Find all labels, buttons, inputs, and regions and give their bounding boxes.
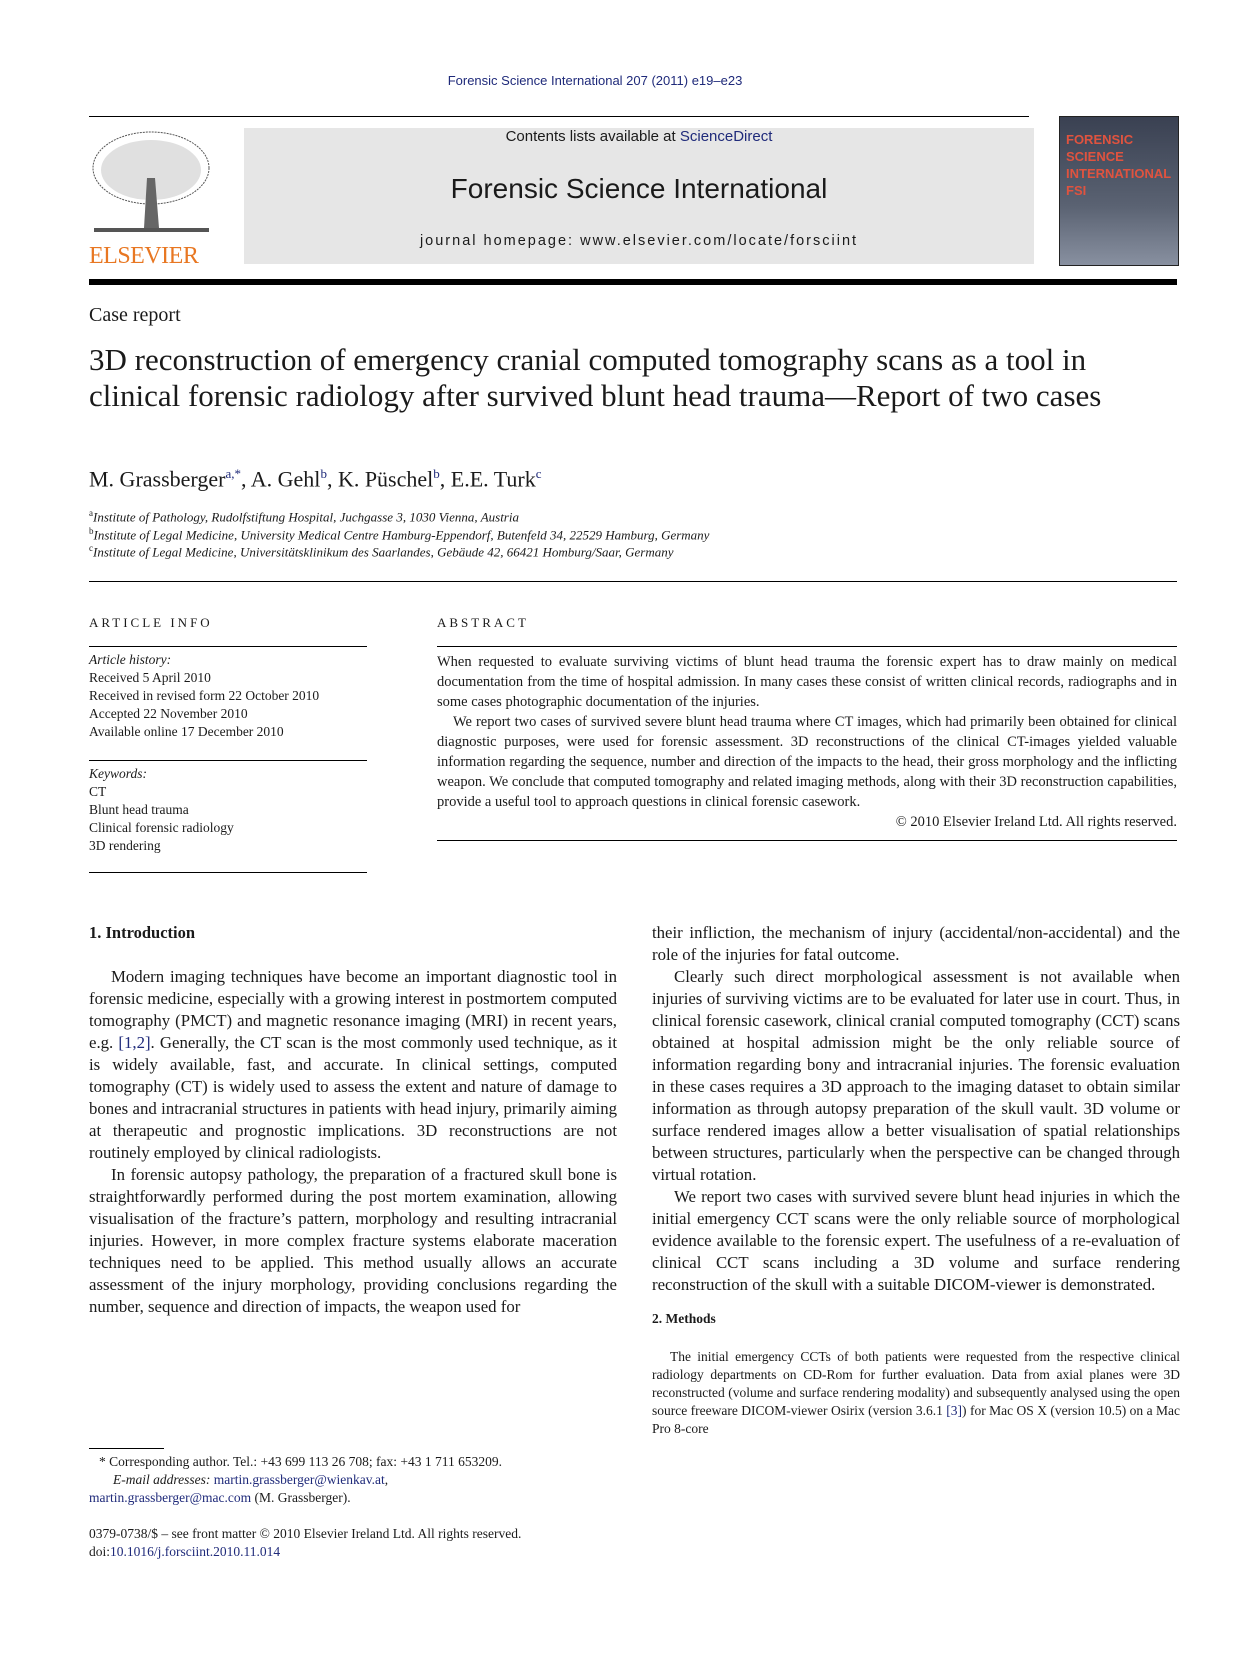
journal-reference[interactable]: Forensic Science International 207 (2011) e19–e23	[447, 73, 743, 88]
article-type: Case report	[89, 304, 181, 326]
left-column: 1. Introduction Modern imaging techniques have become an important diagnostic tool in forensic medicine, especially with a growing interest in postmortem computed tomography (PMCT) and magnetic resonance imaging (MRI) in recent years, e.g. [1,2]. Generally, the CT scan is the most commonly used technique, as it is widely available, fast, and accurate. In clinical settings, computed tomography (CT) is widely used to assess the extent and nature of damage to bones and intracranial structures in patients with head injury, primarily aiming at therapeutic and prognostic implications. 3D reconstructions are not routinely employed by clinical radiologists. In forensic autopsy pathology, the preparation of a fractured skull bone is straightforwardly performed during the post mortem examination, allowing visualisation of the fracture’s pattern, morphology and resulting intracranial injuries. However, in more complex fracture systems elaborate maceration techniques need to be applied. This method usually allows an accurate assessment of the injury morphology, providing conclusions regarding the number, sequence and direction of impacts, the weapon used for	[89, 923, 617, 1316]
article-title: 3D reconstruction of emergency cranial computed tomography scans as a tool in clinical forensic radiology after survived blunt head trauma—Report of two cases	[89, 342, 1102, 413]
affiliation: $^a$Institute of Pathology, Rudolfstiftung Hospital, Juchgasse 3, 1030 Vienna, Austria	[89, 508, 519, 525]
journal-homepage[interactable]: journal homepage: www.elsevier.com/locate/forsciint	[419, 233, 859, 249]
copyright: © 2010 Elsevier Ireland Ltd. All rights reserved.	[895, 814, 1177, 830]
article-history: Article history: Received 5 April 2010 Received in revised form 22 October 2010 Accepted 22 November 2010 Available online 17 December 2010	[89, 652, 320, 739]
email-link[interactable]: martin.grassberger@wienkav.at	[213, 1472, 385, 1487]
divider	[89, 872, 367, 873]
citation-link[interactable]: [1,2]	[118, 1033, 151, 1052]
doi-link[interactable]: 10.1016/j.forsciint.2010.11.014	[110, 1544, 281, 1559]
right-column: their infliction, the mechanism of injury (accidental/non-accidental) and the role of the injuries for fatal outcome. Clearly such direct morphological assessment is not available when injuries of surviving victims are to be evaluated for later use in court. Thus, in clinical forensic casework, clinical cranial computed tomography (CCT) scans obtained at hospital admission might be the only reliable source of information regarding bony and intracranial injuries. The forensic evaluation in these cases requires a 3D approach to the imaging dataset to obtain similar information as through autopsy preparation of the skull vault. 3D volume or surface rendered images allow a better visualisation of spatial relationships between structures, particularly when the perspective can be changed through virtual rotation. We report two cases with survived severe blunt head injuries in which the initial emergency CCT scans were the only reliable source of morphological evidence available to the forensic expert. The usefulness of a re-evaluation of clinical CCT scans including a 3D volume and surface rendering reconstruction of the skull with a suitable DICOM-viewer is demonstrated. 2. Methods The initial emergency CCTs of both patients were requested from the respective clinical radiology departments on CD-Rom for further evaluation. Data from axial planes were 3D reconstructed (volume and surface rendering modality) and subsequently analysed using the open source freeware DICOM-viewer Osirix (version 3.6.1 [3]) for Mac OS X (version 10.5) on a Mac Pro 8-core	[652, 923, 1180, 1436]
cover-text: FORENSIC SCIENCE INTERNATIONAL FSI	[1066, 132, 1171, 198]
header-rule	[89, 116, 1029, 117]
citation-link[interactable]: [3]	[946, 1403, 963, 1418]
section-heading: 1. Introduction	[89, 923, 196, 942]
divider	[89, 646, 367, 647]
journal-name: Forensic Science International	[450, 173, 828, 204]
divider	[89, 760, 367, 761]
left-flow	[89, 922, 617, 1561]
author-sup[interactable]: b	[433, 466, 440, 481]
divider	[437, 646, 1177, 647]
author-sup[interactable]: c	[535, 466, 542, 481]
journal-cover-image	[1059, 116, 1179, 266]
section-heading: 2. Methods	[652, 1311, 716, 1326]
footnote: * Corresponding author. Tel.: +43 699 113 26 708; fax: +43 1 711 653209. E-mail addresses: martin.grassberger@wienkav.at, martin.grassberger@mac.com (M. Grassberger).	[89, 1454, 503, 1505]
author: , E.E. Turk	[439, 466, 536, 492]
author-sup[interactable]: b	[320, 466, 327, 481]
author: , A. Gehl	[240, 466, 321, 492]
elsevier-logo	[89, 128, 214, 269]
author-sup[interactable]: a,*	[225, 466, 241, 481]
elsevier-wordmark: ELSEVIER	[89, 243, 199, 269]
author-list	[89, 466, 542, 492]
journal-banner	[244, 128, 1034, 264]
affiliation: $^b$Institute of Legal Medicine, University Medical Centre Hamburg-Eppendorf, Butenfeld 34, 22529 Hamburg, Germany	[89, 526, 710, 543]
tree-icon	[89, 128, 214, 238]
article-info-heading: ARTICLE INFO	[89, 615, 213, 630]
abstract-body: When requested to evaluate surviving victims of blunt head trauma the forensic expert has to draw mainly on medical documentation from the time of hospital admission. In many cases these consist of written clinical records, radiographs and in some cases photographic documentation of the injuries. We report two cases of survived severe blunt head trauma where CT images, which had primarily been obtained for clinical diagnostic purposes, were used for forensic assessment. 3D reconstructions of the clinical CT-images yielded valuable information regarding the sequence, number and direction of the impacts to the head, their gross morphology and the inflicting weapon. We conclude that computed tomography and related imaging methods, along with their 3D reconstruction capabilities, provide a useful tool to approach questions in clinical forensic casework. © 2010 Elsevier Ireland Ltd. All rights reserved.	[437, 652, 1177, 841]
divider	[89, 581, 1177, 582]
author: , K. Püschel	[326, 466, 434, 492]
sciencedirect-link[interactable]: ScienceDirect	[679, 128, 773, 145]
bottom-info: 0379-0738/$ – see front matter © 2010 Elsevier Ireland Ltd. All rights reserved. doi:10.1016/j.forsciint.2010.11.014	[89, 1526, 522, 1559]
author: M. Grassberger	[89, 466, 226, 492]
contents-line: Contents lists available at ScienceDirect	[505, 128, 773, 145]
footnote-rule	[89, 1448, 164, 1449]
abstract-heading: ABSTRACT	[437, 615, 529, 630]
email-link[interactable]: martin.grassberger@mac.com	[89, 1490, 252, 1505]
header-thick-rule	[89, 279, 1177, 285]
keywords: Keywords: CT Blunt head trauma Clinical forensic radiology 3D rendering	[89, 766, 234, 853]
affiliation: $^c$Institute of Legal Medicine, Universitätsklinikum des Saarlandes, Gebäude 42, 66421 Homburg/Saar, Germany	[89, 543, 674, 560]
